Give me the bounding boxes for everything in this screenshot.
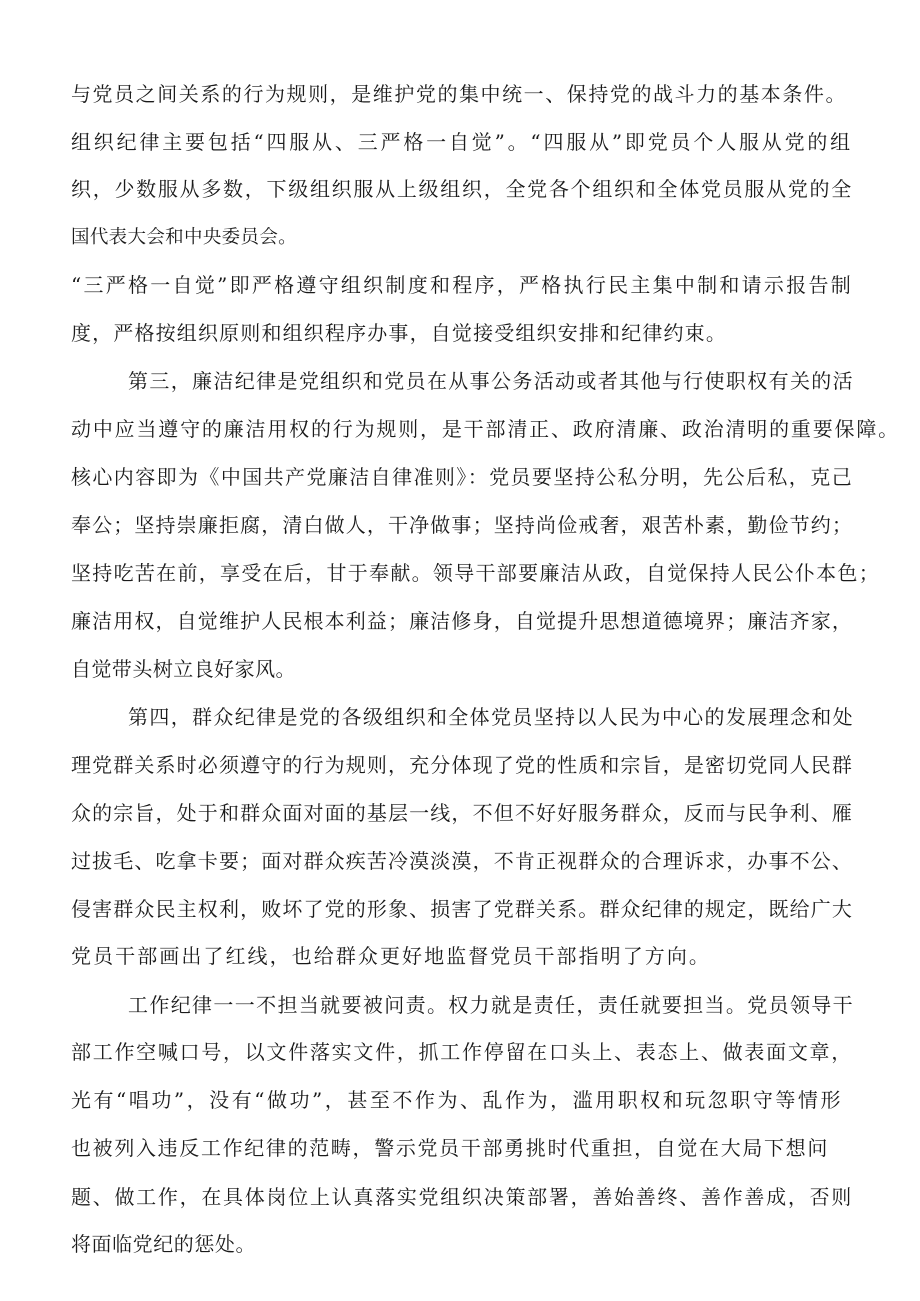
- text-line: 众的宗旨，处于和群众面对面的基层一线，不但不好好服务群众，反而与民争利、雁: [71, 801, 853, 825]
- text-line: 奉公；坚持崇廉拒腐，清白做人，干净做事；坚持尚俭戒奢，艰苦朴素，勤俭节约；: [71, 513, 853, 537]
- text-line: 也被列入违反工作纪律的范畴，警示党员干部勇挑时代重担，自觉在大局下想问: [71, 1136, 829, 1160]
- text-line: 工作纪律一一不担当就要被问责。权力就是责任，责任就要担当。党员领导干: [128, 993, 854, 1017]
- text-line: 核心内容即为《中国共产党廉洁自律准则》：党员要坚持公私分明，先公后私，克己: [71, 465, 853, 489]
- text-line: 自觉带头树立良好家风。: [71, 657, 296, 681]
- text-line: 廉洁用权，自觉维护人民根本利益；廉洁修身，自觉提升思想道德境界；廉洁齐家，: [71, 609, 853, 633]
- text-line: 题、做工作，在具体岗位上认真落实党组织决策部署，善始善终、善作善成，否则: [71, 1185, 853, 1209]
- text-line: 第三，廉洁纪律是党组织和党员在从事公务活动或者其他与行使职权有关的活: [128, 369, 854, 393]
- text-line: 度，严格按组织原则和组织程序办事，自觉接受组织安排和纪律约束。: [71, 321, 727, 345]
- text-line: 理党群关系时必须遵守的行为规则，充分体现了党的性质和宗旨，是密切党同人民群: [71, 753, 853, 777]
- text-line: 部工作空喊口号，以文件落实文件，抓工作停留在口头上、表态上、做表面文章，: [71, 1040, 853, 1064]
- text-line: 国代表大会和中央委员会。: [71, 227, 297, 248]
- text-line: 党员干部画出了红线，也给群众更好地监督党员干部指明了方向。: [71, 944, 711, 968]
- text-line: 与党员之间关系的行为规则，是维护党的集中统一、保持党的战斗力的基本条件。: [71, 82, 847, 106]
- text-line: 过拔毛、吃拿卡要；面对群众疾苦冷漠淡漠，不肯正视群众的合理诉求，办事不公、: [71, 849, 853, 873]
- text-line: 光有“唱功”，没有“做功”，甚至不作为、乱作为，滥用职权和玩忽职守等情形: [71, 1088, 843, 1112]
- text-line: “三严格一自觉”即严格遵守组织制度和程序，严格执行民主集中制和请示报告制: [71, 273, 853, 297]
- text-line: 织，少数服从多数，下级组织服从上级组织，全党各个组织和全体党员服从党的全: [71, 177, 853, 201]
- text-line: 将面临党纪的惩处。: [71, 1232, 256, 1256]
- text-line: 动中应当遵守的廉洁用权的行为规则，是干部清正、政府清廉、政治清明的重要保障。: [71, 417, 900, 441]
- text-line: 第四，群众纪律是党的各级组织和全体党员坚持以人民为中心的发展理念和处: [128, 705, 854, 729]
- text-line: 坚持吃苦在前，享受在后，甘于奉献。领导干部要廉洁从政，自觉保持人民公仆本色；: [71, 561, 880, 585]
- text-line: 组织纪律主要包括“四服从、三严格一自觉”。“四服从”即党员个人服从党的组: [71, 130, 853, 154]
- text-line: 侵害群众民主权利，败坏了党的形象、损害了党群关系。群众纪律的规定，既给广大: [71, 897, 853, 921]
